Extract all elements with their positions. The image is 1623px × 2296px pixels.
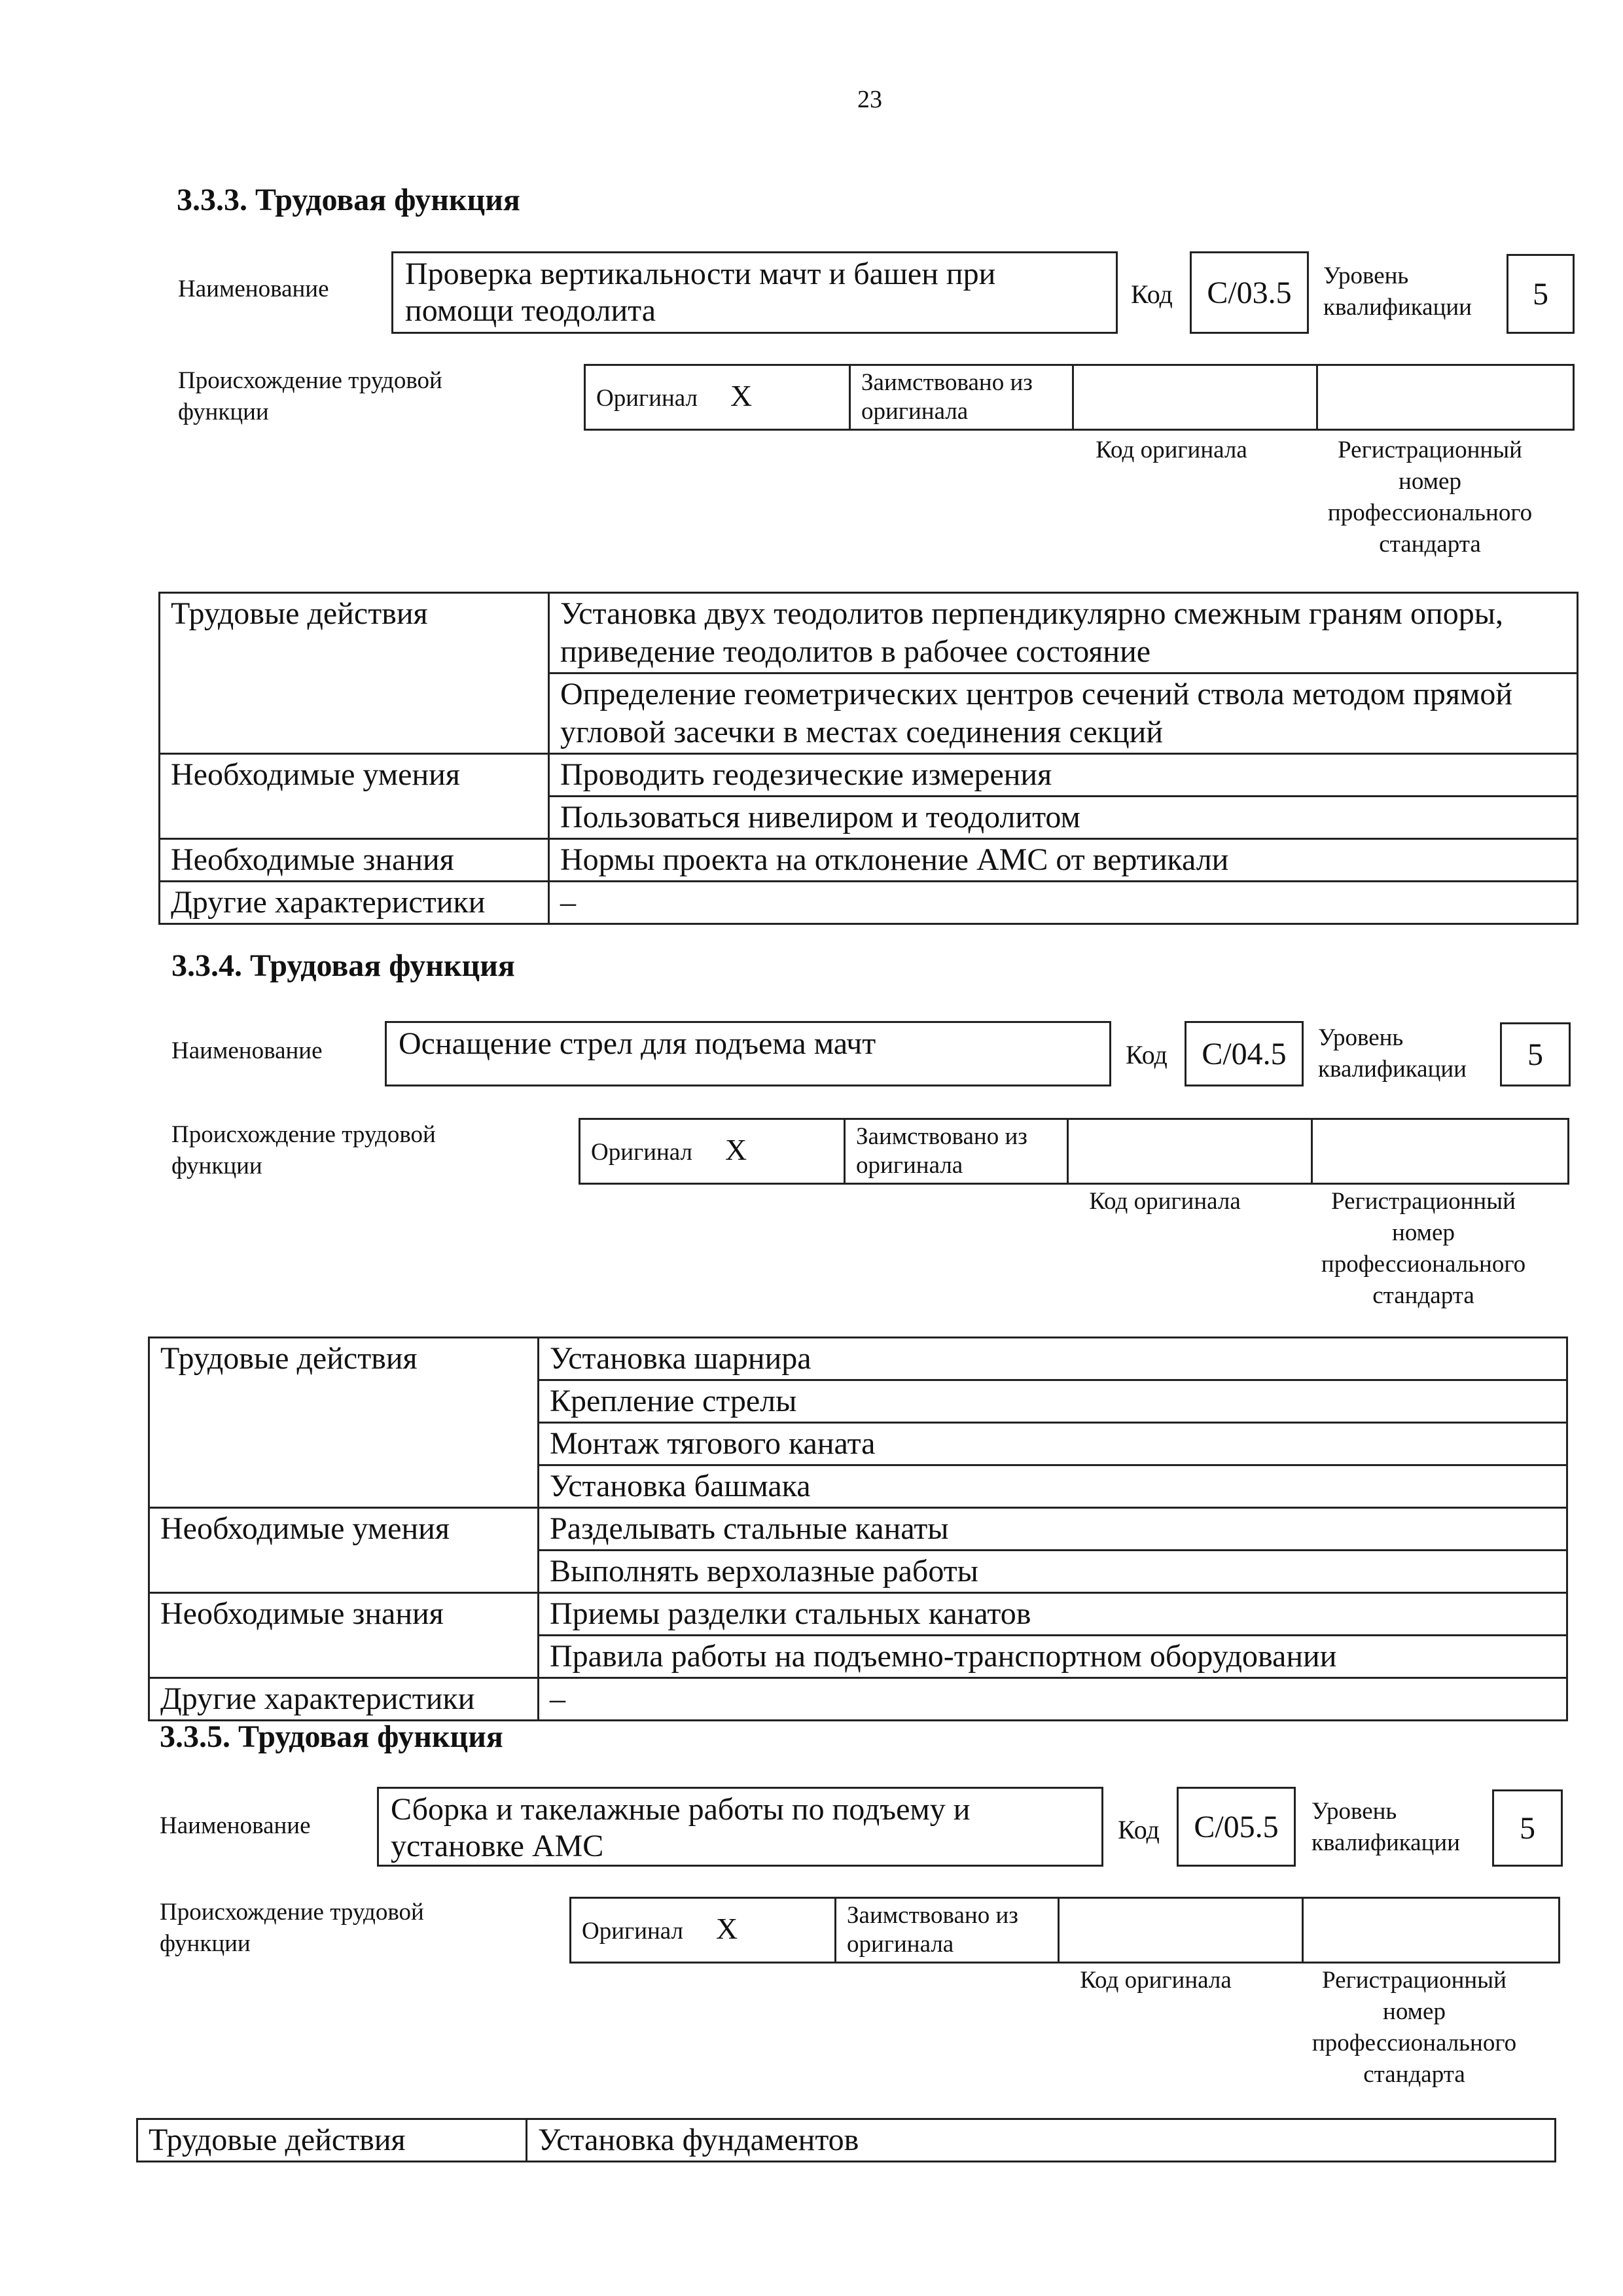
reg-number-cell — [1312, 1119, 1569, 1184]
section-title: 3.3.5. Трудовая функция — [160, 1719, 503, 1754]
labor-actions-label: Трудовые действия — [160, 593, 549, 754]
labor-action: Определение геометрических центров сечений ствола методом прямой угловой засечки в местах соединения секций — [549, 673, 1578, 754]
code-label: Код — [1131, 279, 1173, 309]
origin-table — [569, 1897, 1560, 1964]
level-label — [1323, 260, 1472, 323]
level-label-line2: квалификации — [1311, 1829, 1460, 1856]
borrowed-label-line1: Заимствовано из — [847, 1902, 1018, 1929]
other-value: – — [549, 882, 1578, 924]
original-label: Оригинал — [582, 1918, 684, 1945]
knowledge-label: Необходимые знания — [160, 839, 549, 882]
level-label — [1318, 1022, 1467, 1085]
original-code-caption: Код оригинала — [1080, 1967, 1232, 1994]
origin-label-line1: Происхождение трудовой — [160, 1899, 424, 1926]
original-label: Оригинал — [591, 1139, 693, 1166]
original-mark: X — [730, 379, 753, 412]
origin-label — [171, 1119, 436, 1182]
skill-item: Выполнять верхолазные работы — [539, 1551, 1567, 1593]
reg-number-caption — [1276, 1186, 1571, 1312]
original-cell — [580, 1119, 845, 1184]
level-label-line1: Уровень — [1318, 1024, 1404, 1051]
knowledge-item: Нормы проекта на отклонение АМС от вертикали — [549, 839, 1578, 882]
reg-caption-line3: профессионального — [1327, 499, 1533, 526]
original-code-caption: Код оригинала — [1096, 437, 1247, 463]
original-cell — [585, 365, 850, 430]
function-name-line2: установке АМС — [391, 1829, 604, 1863]
skill-item: Разделывать стальные канаты — [539, 1508, 1567, 1551]
section-title: 3.3.4. Трудовая функция — [171, 948, 515, 983]
knowledge-item: Правила работы на подъемно-транспортном оборудовании — [539, 1636, 1567, 1678]
original-label: Оригинал — [596, 385, 698, 412]
page-number: 23 — [857, 86, 882, 113]
function-name-field — [391, 251, 1118, 334]
other-label: Другие характеристики — [149, 1678, 539, 1721]
function-code-field: С/03.5 — [1190, 251, 1309, 334]
knowledge-item: Приемы разделки стальных канатов — [539, 1593, 1567, 1636]
function-code-field: С/05.5 — [1177, 1787, 1296, 1867]
level-label-line1: Уровень — [1323, 262, 1409, 289]
reg-number-cell — [1317, 365, 1574, 430]
labor-actions-label: Трудовые действия — [137, 2119, 527, 2162]
original-mark: X — [716, 1912, 738, 1945]
other-value: – — [539, 1678, 1567, 1721]
origin-label — [160, 1897, 424, 1960]
borrowed-cell — [845, 1119, 1068, 1184]
reg-caption-line1: Регистрационный — [1338, 437, 1522, 463]
borrowed-label-line1: Заимствовано из — [856, 1123, 1027, 1150]
labor-action: Установка шарнира — [539, 1338, 1567, 1380]
skills-label: Необходимые умения — [160, 754, 549, 839]
origin-label-line2: функции — [160, 1930, 251, 1957]
origin-table — [579, 1118, 1569, 1185]
other-label: Другие характеристики — [160, 882, 549, 924]
borrowed-label-line2: оригинала — [847, 1931, 954, 1958]
level-label — [1311, 1796, 1460, 1859]
original-cell — [571, 1898, 836, 1963]
skills-label: Необходимые умения — [149, 1508, 539, 1593]
reg-number-caption — [1267, 1965, 1561, 2090]
function-name-line1: Сборка и такелажные работы по подъему и — [391, 1792, 971, 1827]
reg-caption-line3: профессионального — [1321, 1251, 1526, 1278]
details-table — [136, 2118, 1556, 2162]
level-label-line1: Уровень — [1311, 1798, 1397, 1825]
function-name-field — [377, 1787, 1103, 1867]
reg-caption-line4: стандарта — [1379, 531, 1481, 558]
labor-action: Крепление стрелы — [539, 1380, 1567, 1423]
level-field: 5 — [1507, 254, 1575, 334]
function-name-line2: помощи теодолита — [405, 293, 656, 328]
reg-caption-line4: стандарта — [1363, 2061, 1465, 2088]
borrowed-cell — [850, 365, 1073, 430]
name-label: Наименование — [178, 276, 329, 302]
origin-table — [584, 364, 1575, 431]
labor-action: Монтаж тягового каната — [539, 1423, 1567, 1465]
original-code-cell — [1059, 1898, 1303, 1963]
original-code-cell — [1073, 365, 1317, 430]
level-label-line2: квалификации — [1318, 1056, 1467, 1083]
original-code-cell — [1068, 1119, 1312, 1184]
level-field: 5 — [1492, 1789, 1563, 1867]
original-mark: X — [725, 1133, 747, 1166]
name-label: Наименование — [160, 1812, 311, 1839]
origin-label — [178, 365, 442, 428]
origin-label-line1: Происхождение трудовой — [171, 1121, 436, 1148]
section-title: 3.3.3. Трудовая функция — [177, 183, 520, 217]
function-name-field — [385, 1021, 1111, 1086]
reg-caption-line2: номер — [1399, 468, 1461, 495]
labor-actions-label: Трудовые действия — [149, 1338, 539, 1508]
original-code-caption: Код оригинала — [1089, 1188, 1241, 1215]
reg-caption-line2: номер — [1383, 1998, 1446, 2025]
function-code-field: С/04.5 — [1185, 1021, 1304, 1086]
labor-action: Установка башмака — [539, 1465, 1567, 1508]
labor-action: Установка двух теодолитов перпендикулярно смежным граням опоры, приведение теодолитов в рабочее состояние — [549, 593, 1578, 673]
borrowed-label-line1: Заимствовано из — [861, 369, 1033, 396]
reg-caption-line3: профессионального — [1311, 2030, 1517, 2056]
borrowed-label-line2: оригинала — [861, 398, 969, 425]
details-table — [158, 592, 1578, 925]
origin-label-line2: функции — [178, 399, 269, 425]
reg-caption-line1: Регистрационный — [1322, 1967, 1507, 1994]
code-label: Код — [1118, 1815, 1160, 1844]
knowledge-label: Необходимые знания — [149, 1593, 539, 1678]
borrowed-cell — [836, 1898, 1059, 1963]
code-label: Код — [1126, 1040, 1168, 1069]
level-field: 5 — [1500, 1022, 1571, 1086]
details-table — [148, 1336, 1568, 1721]
level-label-line2: квалификации — [1323, 294, 1472, 321]
name-label: Наименование — [171, 1037, 323, 1064]
reg-number-caption — [1283, 435, 1577, 560]
reg-caption-line2: номер — [1392, 1219, 1455, 1246]
origin-label-line2: функции — [171, 1153, 262, 1179]
skill-item: Пользоваться нивелиром и теодолитом — [549, 797, 1578, 839]
skill-item: Проводить геодезические измерения — [549, 754, 1578, 797]
function-name-line1: Проверка вертикальности мачт и башен при — [405, 257, 996, 291]
function-name-line1: Оснащение стрел для подъема мачт — [399, 1026, 876, 1061]
borrowed-label-line2: оригинала — [856, 1152, 963, 1179]
labor-action: Установка фундаментов — [527, 2119, 1556, 2162]
origin-label-line1: Происхождение трудовой — [178, 367, 442, 394]
reg-number-cell — [1303, 1898, 1560, 1963]
reg-caption-line1: Регистрационный — [1331, 1188, 1516, 1215]
reg-caption-line4: стандарта — [1372, 1282, 1474, 1309]
